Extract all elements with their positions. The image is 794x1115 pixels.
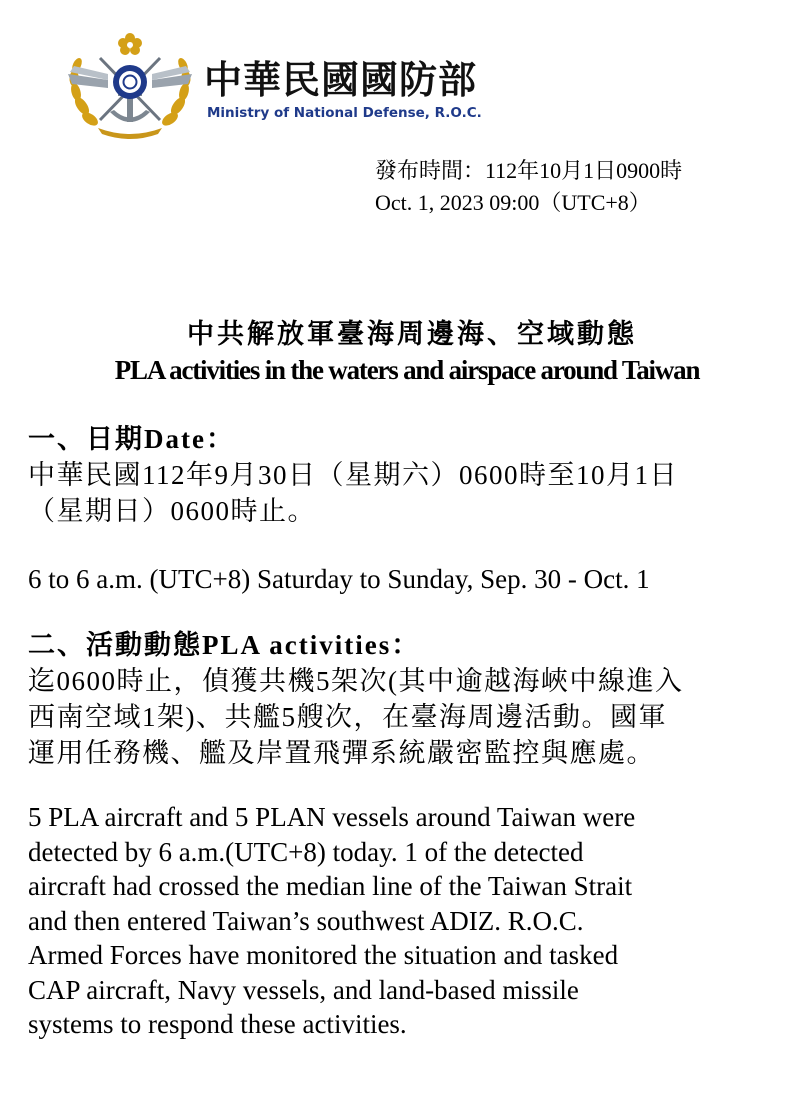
release-time-en: Oct. 1, 2023 09:00（UTC+8） — [375, 190, 651, 215]
org-name-en: Ministry of National Defense, R.O.C. — [207, 105, 482, 121]
mnd-emblem-icon — [60, 28, 200, 143]
release-time — [375, 155, 682, 219]
release-time-zh: 發布時間：112年10月1日0900時 — [375, 158, 683, 183]
date-paragraph-zh — [28, 457, 773, 529]
activities-paragraph-zh — [28, 663, 773, 771]
paragraph-line: and then entered Taiwan’s southwest ADIZ. R.O.C. — [28, 905, 584, 936]
activities-paragraph-en — [28, 800, 773, 1042]
paragraph-line: 5 PLA aircraft and 5 PLAN vessels around Taiwan were — [28, 802, 636, 832]
paragraph-line: detected by 6 a.m.(UTC+8) today. 1 of the detected — [28, 836, 584, 867]
paragraph-line: Armed Forces have monitored the situation and tasked — [28, 940, 619, 970]
paragraph-line: systems to respond these activities. — [28, 1009, 407, 1039]
org-name-zh: 中華民國國防部 — [204, 58, 478, 102]
paragraph-line: 迄0600時止，偵獲共機5架次(其中逾越海峽中線進入 — [28, 666, 684, 696]
paragraph-line: 西南空域1架)、共艦5艘次，在臺海周邊活動。國軍 — [28, 702, 667, 732]
date-paragraph-en: 6 to 6 a.m. (UTC+8) Saturday to Sunday, Sep. 30 - Oct. 1 — [28, 564, 650, 594]
paragraph-line: 中華民國112年9月30日（星期六）0600時至10月1日 — [28, 460, 678, 490]
paragraph-line: （星期日）0600時止。 — [28, 496, 316, 526]
section-date-heading: 一、日期Date： — [28, 424, 235, 454]
document-title-en: PLA activities in the waters and airspace around Taiwan — [114, 355, 700, 385]
section-activities-heading: 二、活動動態PLA activities： — [28, 630, 421, 660]
paragraph-line: 運用任務機、艦及岸置飛彈系統嚴密監控與應處。 — [28, 738, 655, 768]
paragraph-line: CAP aircraft, Navy vessels, and land-based missile — [28, 974, 579, 1005]
document-title-zh: 中共解放軍臺海周邊海、空域動態 — [187, 319, 637, 349]
paragraph-line: aircraft had crossed the median line of the Taiwan Strait — [28, 871, 633, 901]
